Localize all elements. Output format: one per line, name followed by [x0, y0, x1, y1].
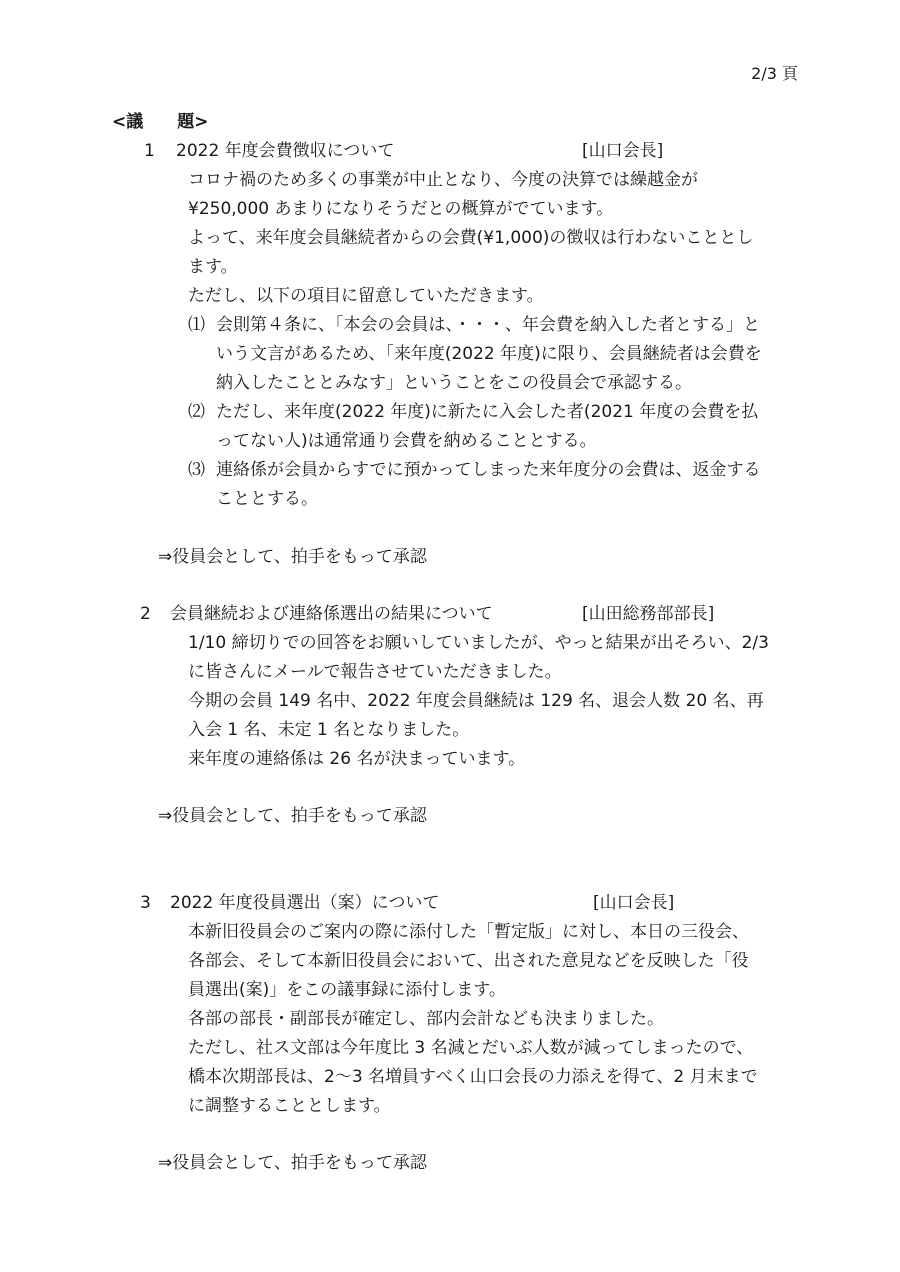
list-item-line: ただし、来年度(2022 年度)に新たに入会した者(2021 年度の会費を払: [216, 402, 759, 422]
approval-note: ⇒役員会として、拍手をもって承認: [158, 806, 427, 826]
paragraph-line: ¥250,000 あまりになりそうだとの概算がでています。: [188, 199, 614, 219]
section-number: 3: [140, 893, 151, 913]
section-title: 2022 年度会費徴収について: [176, 141, 395, 161]
paragraph-line: よって、来年度会員継続者からの会費(¥1,000)の徴収は行わないこととし: [188, 228, 754, 248]
list-item-line: いう文言があるため、「来年度(2022 年度)に限り、会員継続者は会費を: [216, 344, 762, 364]
paragraph-line: に皆さんにメールで報告させていただきました。: [188, 662, 562, 682]
paragraph-line: 今期の会員 149 名中、2022 年度会員継続は 129 名、退会人数 20 名、再: [188, 691, 764, 711]
paragraph-line: コロナ禍のため多くの事業が中止となり、今度の決算では繰越金が: [188, 170, 698, 190]
paragraph-line: 橋本次期部長は、2～3 名増員すべく山口会長の力添えを得て、2 月末まで: [188, 1067, 758, 1087]
paragraph-line: ます。: [188, 257, 238, 277]
approval-note: ⇒役員会として、拍手をもって承認: [158, 1153, 427, 1173]
paragraph-line: 入会 1 名、未定 1 名となりました。: [188, 720, 470, 740]
section-number: 1: [144, 141, 155, 161]
list-item-marker: ⑴: [188, 315, 205, 335]
list-item-line: こととする。: [216, 489, 318, 509]
list-item-line: ってない人)は通常通り会費を納めることとする。: [216, 431, 597, 451]
list-item-marker: ⑶: [188, 460, 205, 480]
paragraph-line: 本新旧役員会のご案内の際に添付した「暫定版」に対し、本日の三役会、: [188, 922, 749, 942]
approval-note: ⇒役員会として、拍手をもって承認: [158, 547, 427, 567]
agenda-heading-close: 題>: [177, 112, 209, 132]
page-number: 2/3 頁: [751, 64, 798, 83]
section-title: 2022 年度役員選出（案）について: [170, 893, 440, 913]
list-item-line: 納入したこととみなす」ということをこの役員会で承認する。: [216, 373, 692, 393]
paragraph-line: 各部会、そして本新旧役員会において、出された意見などを反映した「役: [188, 951, 749, 971]
list-item-marker: ⑵: [188, 402, 205, 422]
section-presenter: [山田総務部部長]: [582, 604, 715, 624]
list-item-line: 会則第４条に、「本会の会員は、・・・、年会費を納入した者とする」と: [216, 315, 760, 335]
paragraph-line: に調整することとします。: [188, 1096, 391, 1116]
list-item-line: 連絡係が会員からすでに預かってしまった来年度分の会費は、返金する: [216, 460, 761, 480]
agenda-heading-open: <議: [112, 112, 144, 132]
section-title: 会員継続および連絡係選出の結果について: [170, 604, 493, 624]
paragraph-line: ただし、社ス文部は今年度比 3 名減とだいぶ人数が減ってしまったので、: [188, 1038, 754, 1058]
paragraph-line: ただし、以下の項目に留意していただきます。: [188, 286, 544, 306]
section-presenter: [山口会長]: [593, 893, 675, 913]
paragraph-line: 1/10 締切りでの回答をお願いしていましたが、やっと結果が出そろい、2/3: [188, 633, 769, 653]
section-presenter: [山口会長]: [582, 141, 664, 161]
agenda-heading: [112, 114, 209, 131]
paragraph-line: 員選出(案)」をこの議事録に添付します。: [188, 980, 506, 1000]
paragraph-line: 来年度の連絡係は 26 名が決まっています。: [188, 749, 526, 769]
section-number: 2: [140, 604, 151, 624]
paragraph-line: 各部の部長・副部長が確定し、部内会計なども決まりました。: [188, 1009, 664, 1029]
